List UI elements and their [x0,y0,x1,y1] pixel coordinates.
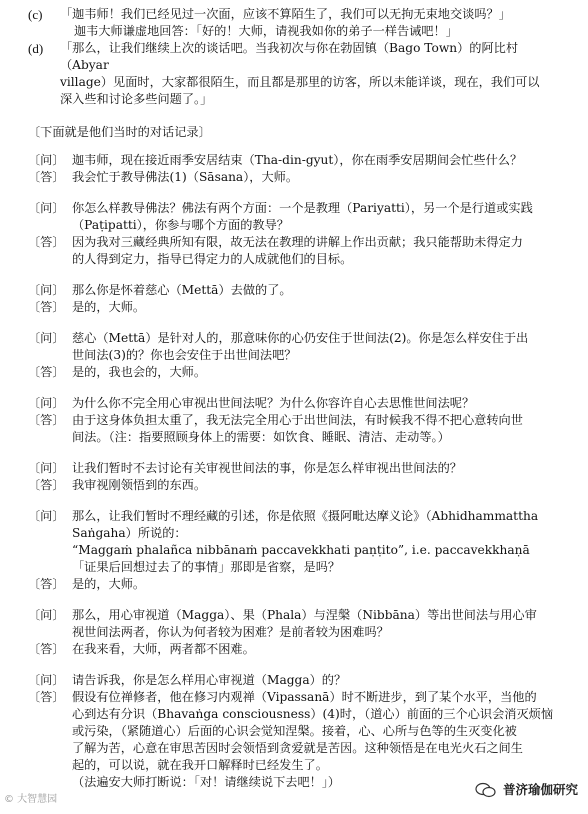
question [28,200,564,234]
utterance-text [72,576,564,593]
intro-paragraph [28,6,566,40]
wechat-icon [475,782,497,798]
spacer [28,658,564,672]
dialogue-record [28,152,564,791]
text-line: 是的，大师。 [72,577,146,591]
utterance-text [72,299,564,316]
utterance-text [72,412,564,446]
text-line: 间法。（注：指要照顾身体上的需要：如饮食、睡眠、清洁、走动等。） [72,430,450,444]
speaker-tag: 〔答〕 [28,690,65,704]
spacer [28,268,564,282]
utterance-text [72,607,564,641]
speaker-tag: 〔问〕 [28,283,65,297]
spacer [28,593,564,607]
watermark-right-text: 普济瑜伽研究 [502,782,578,797]
text-line: 「证果后回想过去了的事情」那即是省察，是吗？ [72,560,341,574]
answer [28,169,564,186]
text-line: 由于这身体负担太重了，我无法完全用心于出世间法，有时候我不得不把心意转向世 [72,413,523,427]
answer [28,412,564,446]
answer [28,299,564,316]
text-line: （Paṭipatti），你参与哪个方面的教导？ [72,218,289,232]
speaker-tag: 〔问〕 [28,201,65,215]
spacer [28,446,564,460]
text-line: 那么你是怀着慈心（Mettā）去做的了。 [72,283,292,297]
speaker-tag: 〔答〕 [28,642,65,656]
speaker-tag: 〔答〕 [28,413,65,427]
question [28,152,564,169]
utterance-text [72,508,564,576]
text-line: 的人得到定力，指导已得定力的人成就他们的目标。 [72,252,353,266]
utterance-text [72,200,564,234]
answer [28,576,564,593]
question [28,460,564,477]
utterance-text [72,395,564,412]
speaker-tag: 〔答〕 [28,300,65,314]
text-line: 是的，我也会的，大师。 [72,365,207,379]
utterance-text [72,460,564,477]
speaker-tag: 〔问〕 [28,396,65,410]
question [28,395,564,412]
speaker-tag: 〔问〕 [28,153,65,167]
text-line: 是的，大师。 [72,300,146,314]
question [28,508,564,576]
answer [28,641,564,658]
answer [28,234,564,268]
spacer [28,494,564,508]
text-line: 世间法(3)的？你也会安住于出世间法吧？ [72,348,297,362]
utterance-text [72,234,564,268]
utterance-text [72,364,564,381]
text-line: 深入些和讨论多些问题了。」 [60,92,213,106]
text-line: 让我们暂时不去讨论有关审视世间法的事，你是怎么样审视出世间法的？ [72,461,462,475]
spacer [28,381,564,395]
intro-section [28,6,566,108]
text-line: 慈心（Mettā）是针对人的，那意味你的心仍安住于世间法(2)。你是怎么样安住于出 [72,331,529,345]
speaker-tag: 〔答〕 [28,478,65,492]
text-line: （法遍安大师打断说：「对！请继续说下去吧！」） [72,775,341,789]
speaker-tag: 〔答〕 [28,577,65,591]
utterance-text [72,689,564,791]
text-line: 「迦韦师！我们已经见过一次面，应该不算陌生了，我们可以无拘无束地交谈吗？」 [60,7,511,21]
text-line: 为什么你不完全用心审视出世间法呢？为什么你容许自心去思惟世间法呢？ [72,396,475,410]
watermark-right [475,781,578,798]
speaker-tag: 〔答〕 [28,365,65,379]
speaker-tag: 〔问〕 [28,331,65,345]
question [28,672,564,689]
question [28,330,564,364]
utterance-text [72,641,564,658]
watermark-left: © 大智慧园 [4,794,58,805]
text-line: village）见面时，大家都很陌生，而且都是那里的访客，所以未能详谈，现在，我们可以 [60,75,540,89]
text-line: 假设有位禅修者，他在修习内观禅（Vipassanā）时不断进步，到了某个水平，当他的 [72,690,537,704]
spacer [28,316,564,330]
text-line: 请告诉我，你是怎么样用心审视道（Magga）的？ [72,673,347,687]
text-line: 迦韦大师谦虚地回答：「好的！大师，请视我如你的弟子一样告诫吧！」 [74,24,458,38]
answer [28,689,564,791]
text-line: 我审视刚领悟到的东西。 [72,478,207,492]
paragraph-label: (d) [28,41,44,56]
text-line: 或污染，（紧随道心）后面的心识会觉知涅槃。接着，心、心所与色等的生灭变化被 [72,724,517,738]
speaker-tag: 〔问〕 [28,461,65,475]
answer [28,364,564,381]
paragraph-label: (c) [28,7,43,22]
question [28,282,564,299]
text-line: 那么，让我们暂时不理经藏的引述，你是依照《摄阿毗达摩义论》（Abhidhammattha [72,509,539,523]
spacer [28,186,564,200]
text-line: 我会忙于教导佛法(1)（Sāsana），大师。 [72,170,299,184]
text-line: 在我来看，大师，两者都不困难。 [72,642,255,656]
speaker-tag: 〔答〕 [28,170,65,184]
text-line: 视世间法两者，你认为何者较为困难？是前者较为困难吗？ [72,625,389,639]
speaker-tag: 〔问〕 [28,608,65,622]
paragraph-body [60,6,566,40]
text-line: 「那么，让我们继续上次的谈话吧。当我初次与你在勃固镇（Bago Town）的阿比村（Abyar [60,41,519,72]
paragraph-body [60,40,566,108]
utterance-text [72,282,564,299]
speaker-tag: 〔问〕 [28,673,65,687]
answer [28,477,564,494]
text-line: “Maggaṁ phalañca nibbānaṁ paccavekkhati paṇṭito”, i.e. paccavekkhaṇā [72,543,530,557]
text-line: Saṅgaha）所说的： [72,526,187,540]
utterance-text [72,152,564,169]
speaker-tag: 〔答〕 [28,235,65,249]
text-line: 了解为苦，心意在审思苦因时会领悟到贪爱就是苦因。这种领悟是在电光火石之间生 [72,741,523,755]
utterance-text [72,672,564,689]
text-line: 心到达有分识（Bhavaṅga consciousness）(4)时，（道心）前面的三个心识会消灭烦恼 [72,707,554,721]
speaker-tag: 〔问〕 [28,509,65,523]
text-line: 起的，可以说，就在我开口解释时已经发生了。 [72,758,328,772]
text-line: 那么，用心审视道（Magga）、果（Phala）与涅槃（Nibbāna）等出世间法与用心审 [72,608,537,622]
text-line: 你怎么样教导佛法？佛法有两个方面：一个是教理（Pariyatti），另一个是行道或实践 [72,201,533,215]
utterance-text [72,477,564,494]
intro-paragraph [28,40,566,108]
text-line: 迦韦师，现在接近雨季安居结束（Tha-din-gyut），你在雨季安居期间会忙些什么？ [72,153,523,167]
utterance-text [72,330,564,364]
section-note: 〔下面就是他们当时的对话记录〕 [28,125,211,139]
question [28,607,564,641]
utterance-text [72,169,564,186]
text-line: 因为我对三藏经典所知有限，故无法在教理的讲解上作出贡献；我只能帮助未得定力 [72,235,523,249]
